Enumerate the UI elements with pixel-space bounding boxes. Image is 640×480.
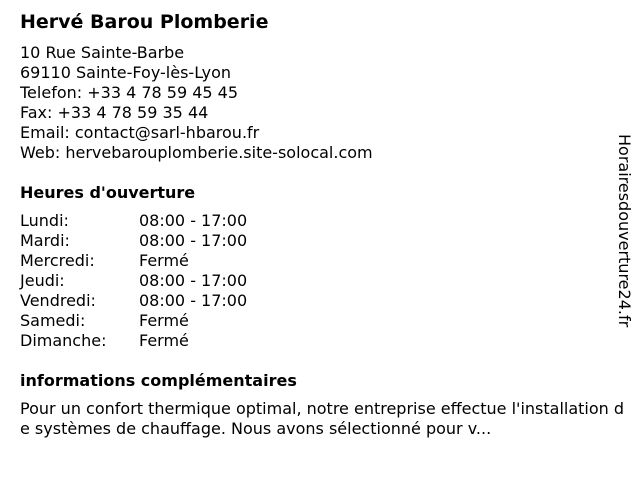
day-label: Samedi: xyxy=(20,311,86,330)
phone-number: Telefon: +33 4 78 59 45 45 xyxy=(20,83,239,102)
fax-number: Fax: +33 4 78 59 35 44 xyxy=(20,103,209,122)
day-label: Mercredi: xyxy=(20,251,95,270)
site-watermark: Horairesdouverture24.fr xyxy=(615,134,634,328)
hours-row-friday xyxy=(20,291,615,311)
day-label: Dimanche: xyxy=(20,331,107,350)
hours-value: Fermé xyxy=(139,251,189,270)
business-name: Hervé Barou Plomberie xyxy=(20,11,269,33)
hours-row-wednesday xyxy=(20,251,615,271)
email-address: Email: contact@sarl-hbarou.fr xyxy=(20,123,260,142)
hours-value: Fermé xyxy=(139,311,189,330)
day-label: Jeudi: xyxy=(20,271,65,290)
hours-value: Fermé xyxy=(139,331,189,350)
additional-info-heading: informations complémentaires xyxy=(20,371,297,390)
day-label: Vendredi: xyxy=(20,291,96,310)
day-label: Mardi: xyxy=(20,231,70,250)
website: Web: hervebarouplomberie.site-solocal.com xyxy=(20,143,373,162)
additional-info-text: Pour un confort thermique optimal, notre entreprise effectue l'installation de systèmes de chauffage. Nous avons sélectionné pour v... xyxy=(20,399,625,438)
hours-row-thursday xyxy=(20,271,615,291)
address-line-2: 69110 Sainte-Foy-lès-Lyon xyxy=(20,63,232,82)
hours-value: 08:00 - 17:00 xyxy=(139,271,248,290)
hours-row-saturday xyxy=(20,311,615,331)
hours-value: 08:00 - 17:00 xyxy=(139,291,248,310)
hours-row-tuesday xyxy=(20,231,615,251)
day-label: Lundi: xyxy=(20,211,69,230)
hours-value: 08:00 - 17:00 xyxy=(139,211,248,230)
hours-value: 08:00 - 17:00 xyxy=(139,231,248,250)
hours-row-sunday xyxy=(20,331,615,351)
hours-row-monday xyxy=(20,211,615,231)
address-line-1: 10 Rue Sainte-Barbe xyxy=(20,43,185,62)
opening-hours-heading: Heures d'ouverture xyxy=(20,183,196,202)
